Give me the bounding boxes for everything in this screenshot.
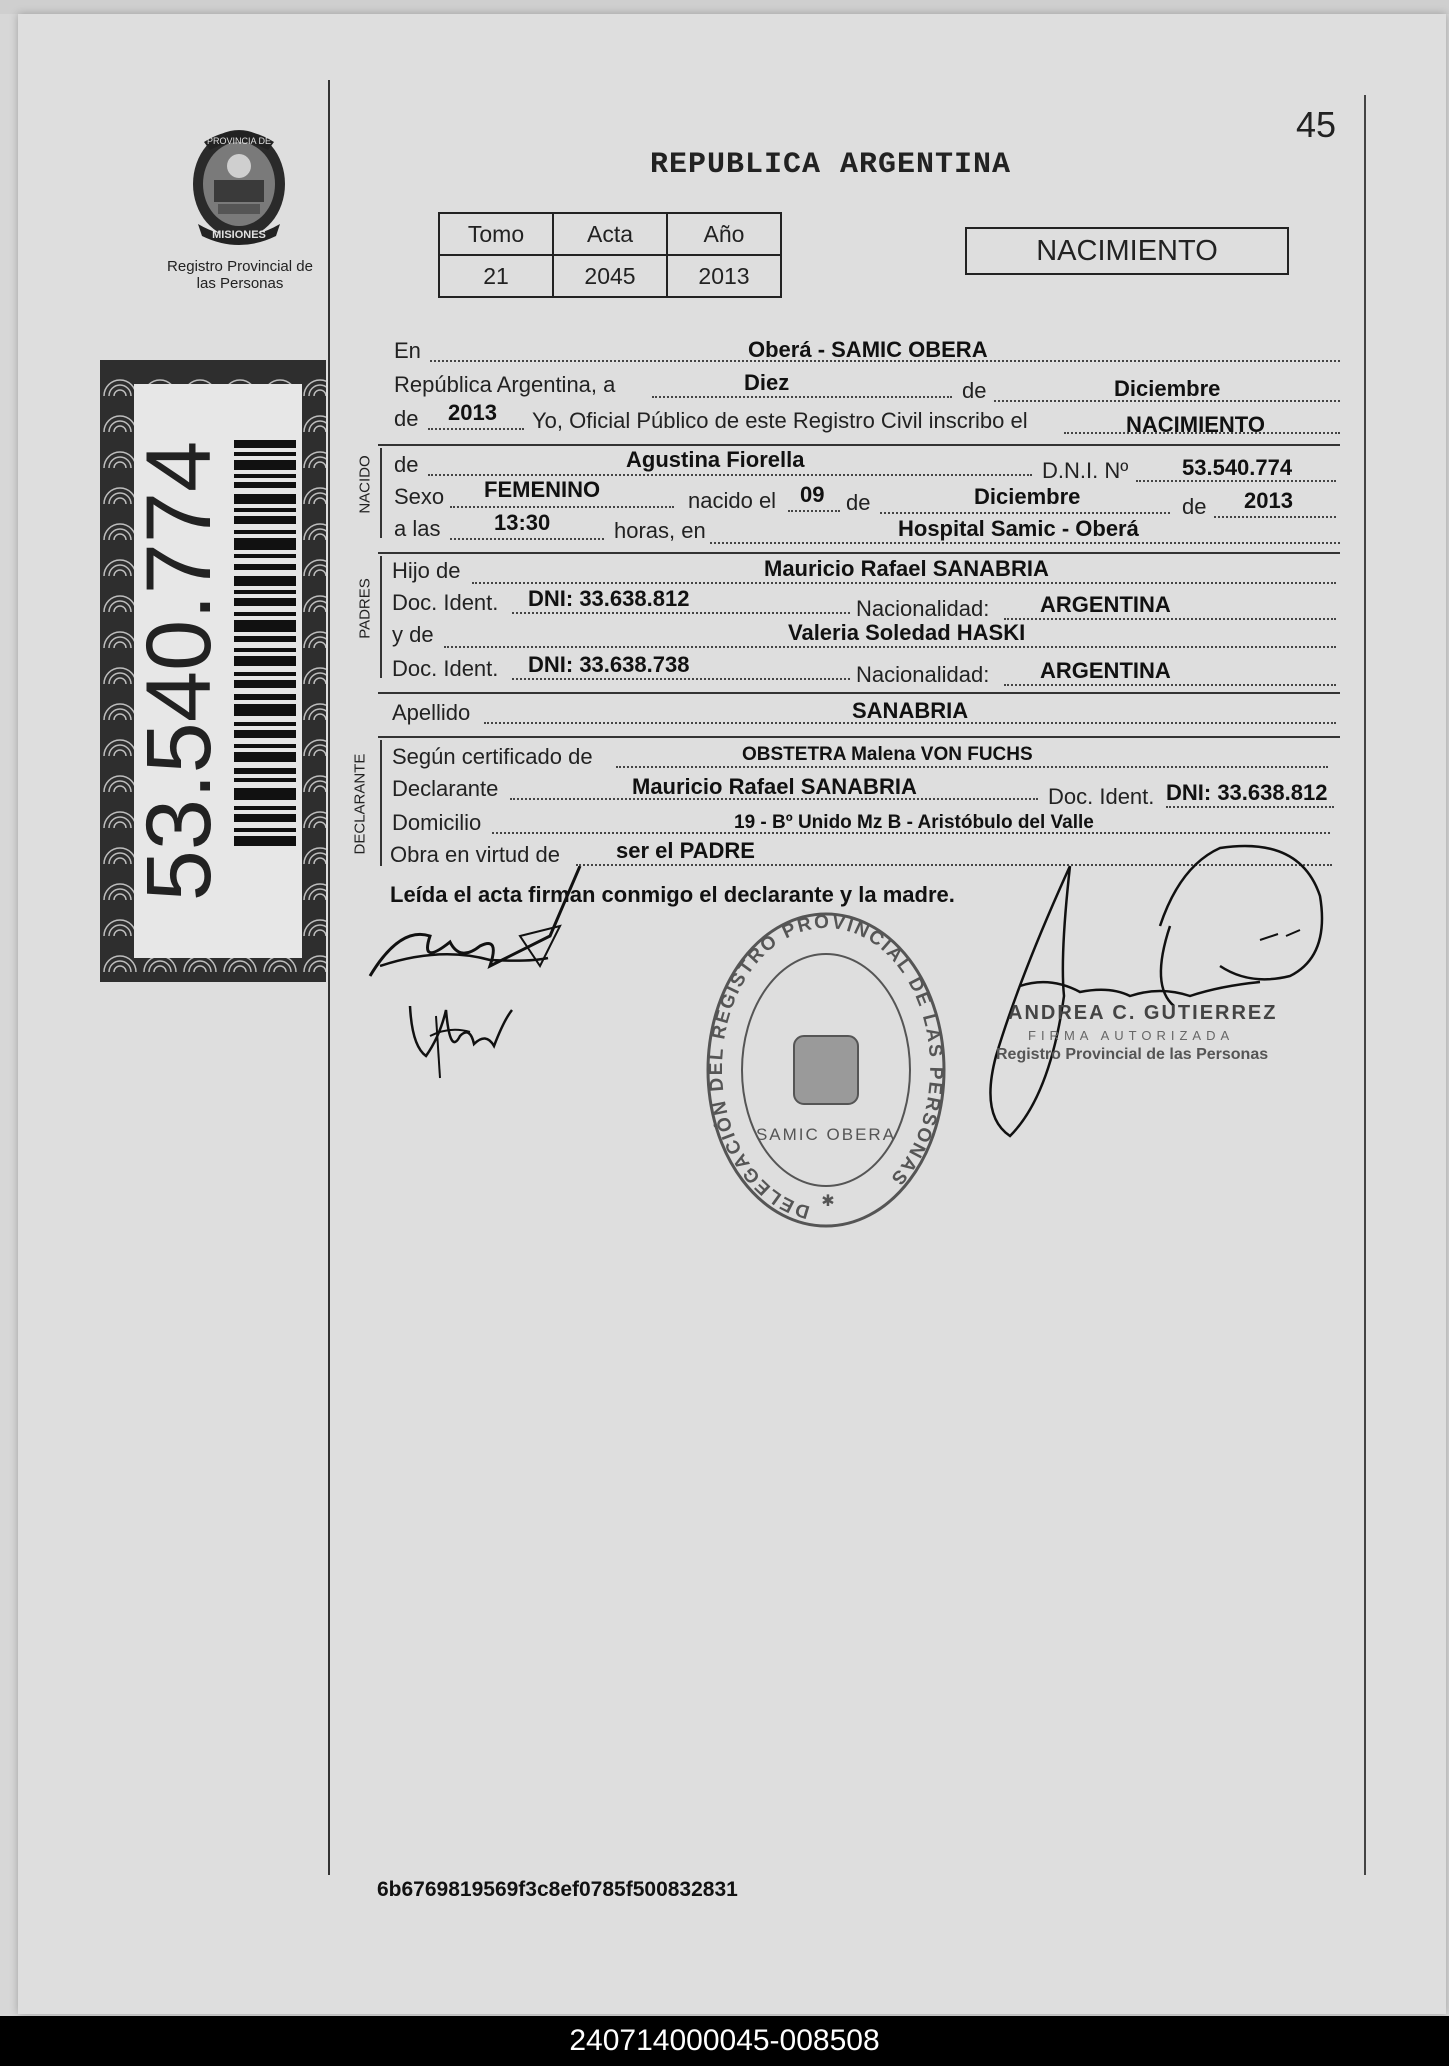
nacido-hora: 13:30 <box>494 510 551 535</box>
dotted-line <box>1004 618 1336 620</box>
section-divider <box>378 444 1340 446</box>
section-divider <box>378 692 1340 694</box>
padre-nacionalidad: ARGENTINA <box>1040 592 1171 617</box>
dotted-line <box>710 542 1340 544</box>
nacionalidad-label: Nacionalidad: <box>856 596 990 621</box>
barcode-number: 53.540.774 <box>128 440 230 902</box>
a-las-label: a las <box>394 516 441 541</box>
left-margin-rule <box>328 80 330 1875</box>
right-margin-rule <box>1364 95 1366 1875</box>
de-label: de <box>1182 494 1207 519</box>
de-label: de <box>394 406 419 431</box>
seal-center-text: SAMIC OBERA <box>755 1125 897 1144</box>
madre-name: Valeria Soledad HASKI <box>788 620 1026 645</box>
obra-value: ser el PADRE <box>616 838 755 863</box>
madre-doc: DNI: 33.638.738 <box>528 652 690 677</box>
official-signature <box>960 836 1340 1148</box>
dotted-line <box>1166 806 1334 808</box>
nacido-dni: 53.540.774 <box>1182 455 1293 480</box>
dotted-line <box>788 510 840 512</box>
padre-doc: DNI: 33.638.812 <box>528 586 690 611</box>
document-hash: 6b6769819569f3c8ef0785f500832831 <box>377 1878 738 1901</box>
official-stamp-org: Registro Provincial de las Personas <box>996 1046 1269 1063</box>
dni-label: D.N.I. Nº <box>1042 458 1129 483</box>
dotted-line <box>428 474 1032 476</box>
dotted-line <box>512 678 850 680</box>
dotted-line <box>616 766 1328 768</box>
seal-star-icon: ✱ <box>821 1193 835 1210</box>
dotted-line <box>472 582 1336 584</box>
acta-header: Acta <box>553 213 667 255</box>
doc-ident-label: Doc. Ident. <box>392 590 499 615</box>
horas-en-label: horas, en <box>614 518 706 543</box>
nacido-mes: Diciembre <box>974 484 1081 509</box>
document-title: REPUBLICA ARGENTINA <box>650 148 1012 182</box>
en-value: Oberá - SAMIC OBERA <box>748 337 988 362</box>
de-label: de <box>962 378 987 403</box>
padre-name: Mauricio Rafael SANABRIA <box>764 556 1049 581</box>
sexo-label: Sexo <box>394 484 445 509</box>
nacionalidad-label: Nacionalidad: <box>856 662 990 687</box>
dotted-line <box>450 506 674 508</box>
scan-footer-id: 240714000045-008508 <box>0 2016 1449 2066</box>
republica-label: República Argentina, a <box>394 372 616 397</box>
declarante-value: Mauricio Rafael SANABRIA <box>632 774 917 799</box>
en-label: En <box>394 338 421 363</box>
hijo-de-label: Hijo de <box>392 558 461 583</box>
record-type-box: NACIMIENTO <box>965 227 1289 275</box>
inscribo-value: NACIMIENTO <box>1126 412 1265 437</box>
dia-value: Diez <box>744 370 790 395</box>
domicilio-value: 19 - Bº Unido Mz B - Aristóbulo del Valle <box>734 812 1094 833</box>
nacido-name: Agustina Fiorella <box>626 447 805 472</box>
certificado-label: Según certificado de <box>392 744 593 769</box>
official-stamp-name: ANDREA C. GUTIERREZ <box>1008 1002 1278 1024</box>
barcode-label <box>128 384 302 958</box>
section-divider <box>378 736 1340 738</box>
dotted-line <box>450 538 604 540</box>
doc-ident-label: Doc. Ident. <box>392 656 499 681</box>
logo-caption: Registro Provincial de las Personas <box>167 258 313 292</box>
declarante-doc: DNI: 33.638.812 <box>1166 780 1328 805</box>
acta-value: 2045 <box>553 255 667 297</box>
logo-bottom-text: MISIONES <box>212 229 266 241</box>
obra-label: Obra en virtud de <box>390 842 560 867</box>
tomo-value: 21 <box>439 255 553 297</box>
nacido-dia: 09 <box>800 482 825 507</box>
logo-top-text: PROVINCIA DE <box>206 136 272 146</box>
anio-header: Año <box>667 213 781 255</box>
closing-statement: Leída el acta firman conmigo el declarante y la madre. <box>390 882 955 907</box>
inscribo-text: Yo, Oficial Público de este Registro Civil inscribo el <box>532 408 1028 433</box>
anio-value: 2013 <box>667 255 781 297</box>
nacido-el-label: nacido el <box>688 488 777 513</box>
apellido-label: Apellido <box>392 700 471 725</box>
barcode-strip <box>100 360 326 982</box>
barcode-bars <box>234 440 296 854</box>
dotted-line <box>512 612 850 614</box>
dotted-line <box>1214 516 1336 518</box>
y-de-label: y de <box>392 622 434 647</box>
de-label: de <box>846 490 871 515</box>
scan-top-edge <box>0 0 1449 14</box>
section-bracket <box>380 740 382 866</box>
provincial-crest-logo <box>184 124 294 250</box>
madre-nacionalidad: ARGENTINA <box>1040 658 1171 683</box>
anio-value: 2013 <box>448 400 497 425</box>
seal-ring-text: DELEGACIÓN DEL REGISTRO PROVINCIAL DE LAS PERSONAS <box>706 911 947 1223</box>
declarante-label: Declarante <box>392 776 499 801</box>
official-round-seal <box>704 908 948 1234</box>
tomo-header: Tomo <box>439 213 553 255</box>
sexo-value: FEMENINO <box>484 477 601 502</box>
padres-section-label: PADRES <box>356 578 374 639</box>
nacido-section-label: NACIDO <box>356 455 374 514</box>
declarante-section-label: DECLARANTE <box>351 753 369 855</box>
nacido-lugar: Hospital Samic - Oberá <box>898 516 1139 541</box>
domicilio-label: Domicilio <box>392 810 482 835</box>
dotted-line <box>444 646 1336 648</box>
official-stamp-role: FIRMA AUTORIZADA <box>1028 1028 1235 1043</box>
page-number: 45 <box>1296 104 1337 145</box>
nacido-de-label: de <box>394 452 419 477</box>
dotted-line <box>1004 684 1336 686</box>
section-divider <box>378 552 1340 554</box>
dotted-line <box>652 396 952 398</box>
registry-table <box>438 212 782 298</box>
nacido-anio: 2013 <box>1244 488 1293 513</box>
dotted-line <box>428 428 524 430</box>
decl-doc-label: Doc. Ident. <box>1048 784 1155 809</box>
madre-signature <box>400 996 520 1086</box>
section-bracket <box>380 448 382 538</box>
dotted-line <box>880 512 1170 514</box>
apellido-value: SANABRIA <box>852 698 969 723</box>
declarante-signature <box>360 866 600 996</box>
mes-value: Diciembre <box>1114 376 1221 401</box>
section-bracket <box>380 556 382 678</box>
certificado-value: OBSTETRA Malena VON FUCHS <box>742 744 1033 765</box>
